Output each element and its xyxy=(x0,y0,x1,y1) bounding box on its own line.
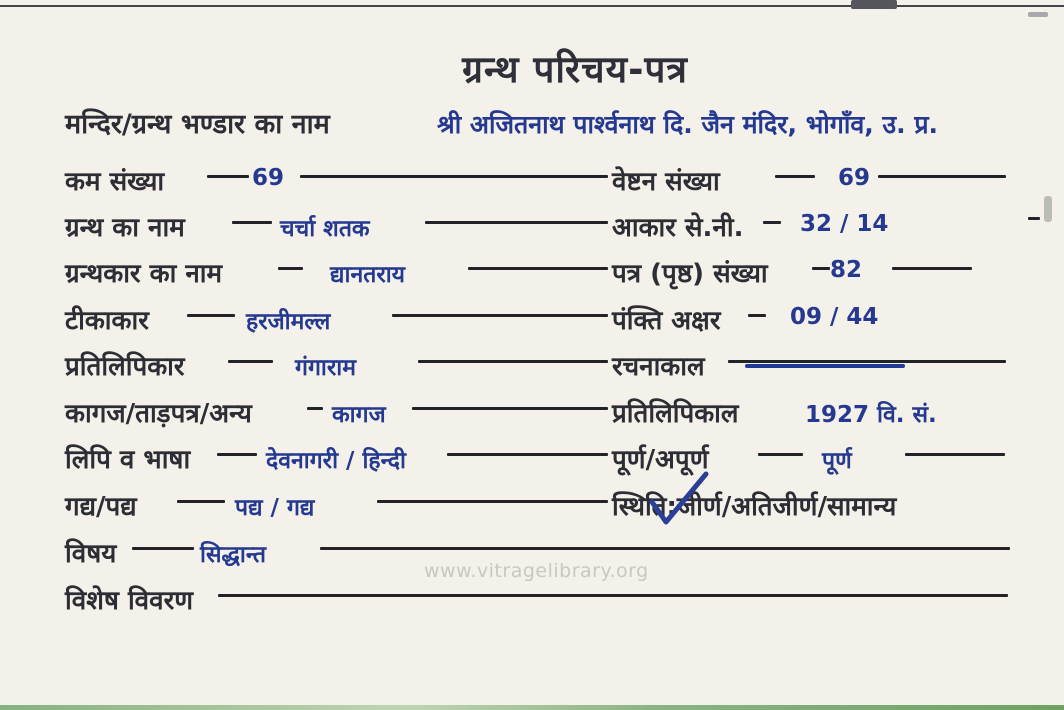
form-line xyxy=(775,175,815,178)
scan-edge-line xyxy=(0,5,1064,7)
form-line xyxy=(207,175,249,178)
form-line xyxy=(878,175,1006,178)
form-line xyxy=(228,360,273,363)
scan-edge-strip xyxy=(0,705,1064,710)
form-row xyxy=(0,208,1064,252)
form-line xyxy=(218,594,1008,597)
field-value-kagaj: कागज xyxy=(332,402,386,428)
field-label-patra-sankhya: पत्र (पृष्ठ) संख्या xyxy=(612,259,768,289)
field-value-pratilipikar: गंगाराम xyxy=(295,355,356,381)
field-label-bhandar-name: मन्दिर/ग्रन्थ भण्डार का नाम xyxy=(65,109,330,140)
field-label-granthkar: ग्रन्थकार का नाम xyxy=(65,259,223,289)
field-value-pankti-akshar: 09 / 44 xyxy=(790,304,879,330)
handwritten-dash xyxy=(745,364,905,368)
form-line xyxy=(278,267,303,270)
field-label-veshtan-sankhya: वेष्टन संख्या xyxy=(612,167,720,197)
form-row xyxy=(0,581,1064,625)
field-label-pankti-akshar: पंक्ति अक्षर xyxy=(612,306,721,336)
field-label-sthiti-options: स्थिति:जीर्ण/अतिजीर्ण/सामान्य xyxy=(612,492,897,522)
field-value-granthkar: द्यानतराय xyxy=(330,262,406,288)
form-line xyxy=(728,360,1006,363)
form-line xyxy=(187,314,235,317)
checkmark-icon xyxy=(640,468,716,530)
field-label-kagaj-tadpatra: कागज/ताड़पत्र/अन्य xyxy=(65,399,252,429)
field-label-purn-apurn: पूर्ण/अपूर्ण xyxy=(612,445,709,475)
form-line xyxy=(418,360,608,363)
field-label-pratilipikaal: प्रतिलिपिकाल xyxy=(612,399,739,429)
form-line xyxy=(320,547,1010,550)
field-label-rachnakal: रचनाकाल xyxy=(612,352,705,382)
field-value-kram-sankhya: 69 xyxy=(252,165,285,191)
field-label-kram-sankhya: कम संख्या xyxy=(65,167,165,197)
form-line xyxy=(763,221,781,224)
field-value-patra-sankhya: 82 xyxy=(830,257,863,283)
form-line xyxy=(377,500,608,503)
form-row xyxy=(0,347,1064,391)
field-value-gadya-padya: पद्य / गद्य xyxy=(235,495,315,521)
field-value-vishay: सिद्धान्त xyxy=(200,542,267,568)
field-label-vishesh-vivaran: विशेष विवरण xyxy=(65,586,194,616)
form-line xyxy=(307,407,323,410)
form-line xyxy=(447,453,608,456)
form-line xyxy=(1028,217,1040,220)
watermark-text: www.vitragelibrary.org xyxy=(424,560,649,582)
form-row xyxy=(0,254,1064,298)
page-title: ग्रन्थ परिचय-पत्र xyxy=(462,48,688,91)
field-label-gadya-padya: गद्य/पद्य xyxy=(65,492,137,522)
field-value-purn: पूर्ण xyxy=(822,448,852,474)
form-line xyxy=(748,314,766,317)
field-value-aakar: 32 / 14 xyxy=(800,211,889,237)
form-line xyxy=(177,500,225,503)
form-row xyxy=(0,487,1064,531)
form-line xyxy=(217,453,257,456)
form-row xyxy=(0,301,1064,345)
field-value-veshtan-sankhya: 69 xyxy=(838,165,871,191)
field-value-tikakar: हरजीमल्ल xyxy=(246,309,331,335)
form-row xyxy=(0,394,1064,438)
form-line xyxy=(300,175,608,178)
form-line xyxy=(232,221,272,224)
form-row xyxy=(0,162,1064,206)
form-line xyxy=(412,407,608,410)
form-line xyxy=(392,314,608,317)
form-row xyxy=(0,440,1064,484)
field-label-lipi-bhasha: लिपि व भाषा xyxy=(65,445,191,475)
field-label-vishay: विषय xyxy=(65,539,117,569)
form-line xyxy=(812,267,830,270)
form-line xyxy=(758,453,803,456)
form-line xyxy=(468,267,608,270)
form-line xyxy=(132,547,194,550)
field-value-bhandar-name: श्री अजितनाथ पार्श्वनाथ दि. जैन मंदिर, भोगाँव, उ. प्र. xyxy=(437,110,939,139)
field-label-tikakar: टीकाकार xyxy=(65,306,149,336)
scan-smudge xyxy=(1028,12,1048,17)
form-line xyxy=(425,221,608,224)
field-value-granth-naam: चर्चा शतक xyxy=(280,216,370,242)
field-label-pratilipikar: प्रतिलिपिकार xyxy=(65,352,185,382)
form-line xyxy=(892,267,972,270)
field-label-aakar: आकार से.नी. xyxy=(612,213,744,243)
field-value-lipi-bhasha: देवनागरी / हिन्दी xyxy=(266,448,406,474)
field-label-granth-naam: ग्रन्थ का नाम xyxy=(65,213,185,243)
field-value-pratilipikaal: 1927 वि. सं. xyxy=(805,402,937,428)
form-line xyxy=(905,453,1005,456)
scan-smudge xyxy=(851,0,897,9)
